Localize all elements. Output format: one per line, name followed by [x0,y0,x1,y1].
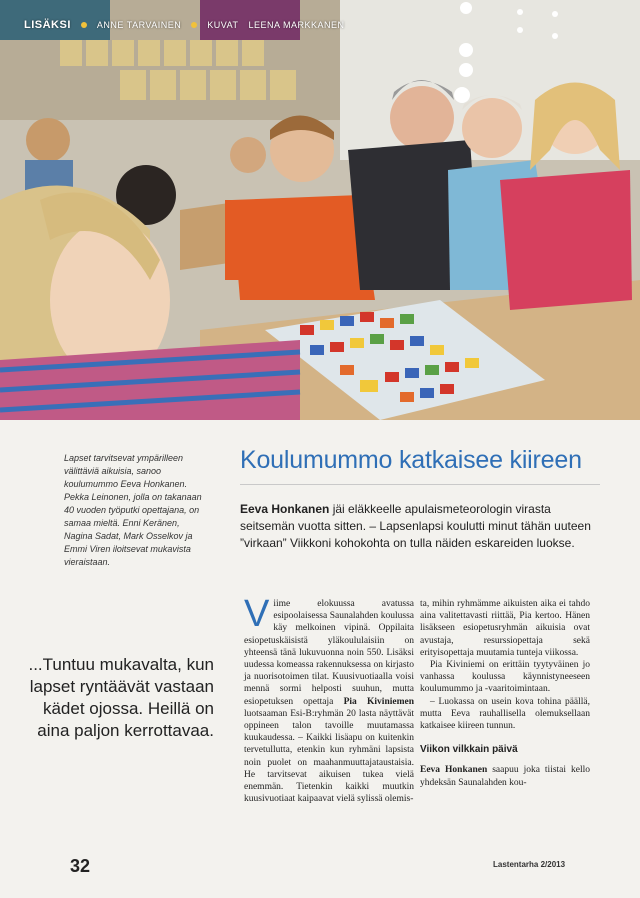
article-column-1 [244,593,415,805]
page-number: 32 [70,856,91,876]
classroom-photo-illustration [0,0,640,420]
column-2-paragraph-4 [420,764,590,788]
article-lead [240,501,606,552]
column-2-name: Eeva Honkanen [420,765,488,776]
column-2-paragraph-2: Pia Kiviniemi on erittäin tyytyväinen jo vanhassa koulussa käynnistyneeseen koulumummo ja -vaaritoimintaan. [420,660,590,695]
pull-quote: ...Tuntuu mukavalta, kun lapset ryntäävät vastaan kädet ojossa. Heillä on aina paljon kerrottavaa. [28,655,214,740]
column-2-text: saapuu joka tiistai kello yhdeksän Saunalahden kou- [420,765,590,788]
article-title: Koulumummo katkaisee kiireen [240,446,582,474]
bullet-icon [191,22,197,28]
column-1-text-b: luotsaaman Esi-B:ryhmän 20 lasta näyttävät oppineen talon tavoille muutamassa kuukaudessa. – Kaikki lisäapu on kuitenkin tervetullutta, etenkin kun ryhmäni lapsista noin puolet on maahanmuuttajataustaisia. He tarvitsevat aikuisen tukea vielä enemmän. Tietenkin kaikki muutkin kuusivuotiaat kaipaavat vielä sylissä olemis- [244,708,414,805]
column-2-paragraph-1: ta, mihin ryhmämme aikuisten aika ei tahdo aina valitettavasti riittää, Pia kertoo. Hänen lisäkseen esiopetusryhmän aikuisia ovat avustaja, resurssiopettaja sekä erityisopettaja muutamia tunteja viikossa. [420,599,590,658]
author-name: ANNE TARVAINEN [96,20,182,30]
article-subheading: Viikon vilkkain päivä [420,744,518,756]
classroom-photo [0,0,640,420]
bullet-icon [81,22,87,28]
column-1-name: Pia Kiviniemen [343,696,415,707]
photo-caption: Lapset tarvitsevat ympärilleen välittäviä aikuisia, sanoo koulumummo Eeva Honkanen. Pekka Leinonen, jolla on takanaan 40 vuoden työputki opettajana, on samaa mieltä. Enni Keränen, Nagina Sadat, Mark Osselkov ja Emmi Viren iloitsevat mukavista vieraistaan. [64,453,202,567]
column-2-paragraph-3: – Luokassa on usein kova tohina päällä, mutta Eeva rauhallisella olemuksellaan katkaisee kiireen tunnun. [420,696,590,732]
magazine-issue: Lastentarha 2/2013 [493,860,566,869]
photo-credit-strip [0,16,354,34]
lead-name: Eeva Honkanen [240,502,330,516]
photo-label: KUVAT [207,20,239,30]
title-divider [240,484,600,485]
section-label: LISÄKSI [24,19,71,31]
lead-text: jäi eläkkeelle apulaismeteorologin virasta seitsemän vuotta sitten. – Lapsenlapsi koulutti minut tähän uuteen ”virkaan” Viikkoni kohokohta on tulla näiden eskareiden luokse. [240,502,591,550]
article-column-2 [420,598,590,789]
drop-cap: V [244,593,270,635]
photographer-name: LEENA MARKKANEN [248,20,345,30]
column-1-text: iime elokuussa avatussa esipoolaisessa Saunalahden koulussa käy melkoinen vipinä. Oppilaita esiopetuskäisistä yläkoululaisiin on yhteensä tänä lukuvuonna noin 550. Lisäksi uudessa komeassa rakennuksessa on kirjasto ja nuorisotoimen tilat. Kuusivuotiaalla voisi mennä sormi helposti suuhun, mutta esiopetuksen opettaja [244,599,414,707]
column-1-paragraph [244,593,415,805]
